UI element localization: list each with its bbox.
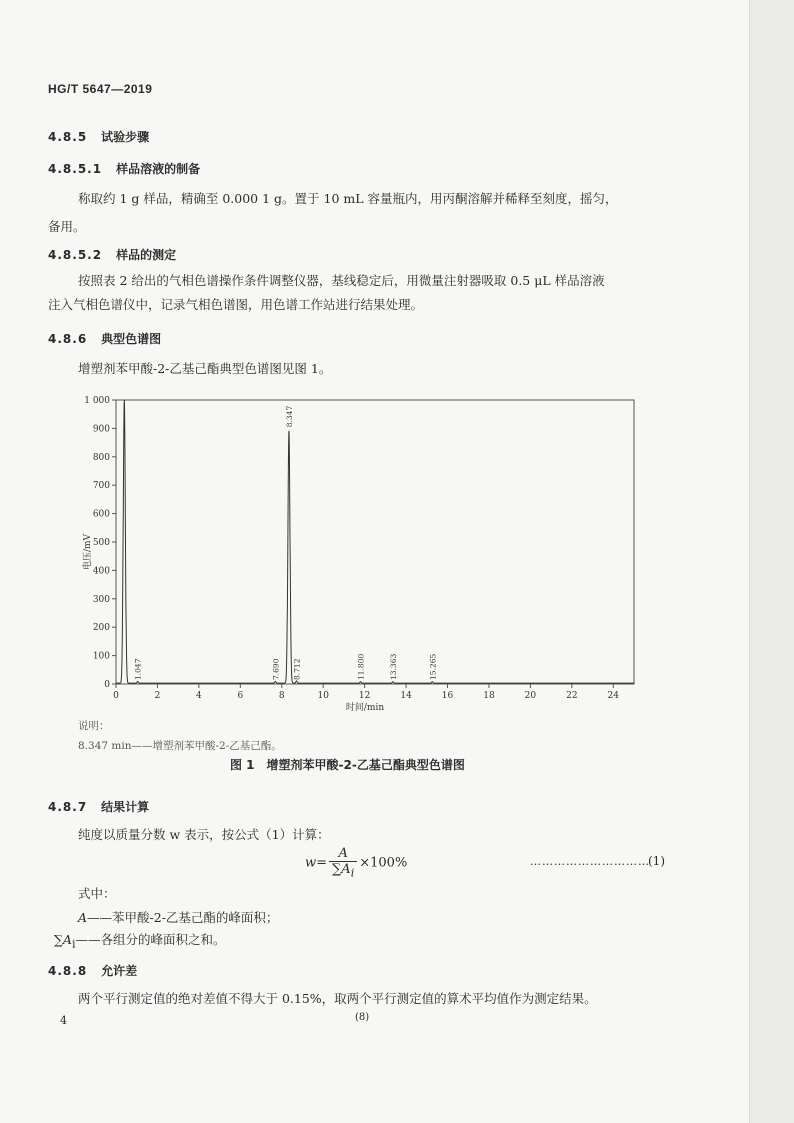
x-tick-label: 0: [113, 691, 119, 701]
x-tick-label: 16: [441, 691, 454, 701]
section-title: 典型色谱图: [101, 332, 162, 346]
formula-equation-number: (1): [648, 854, 665, 868]
section-number: 4.8.8: [48, 964, 88, 978]
section-heading: [48, 128, 149, 145]
paragraph-chrom-intro: 增塑剂苯甲酸-2-乙基己酯典型色谱图见图 1。: [78, 361, 332, 376]
section-heading: [48, 962, 137, 979]
definition-text: ——苯甲酸-2-乙基己酯的峰面积；: [87, 910, 279, 925]
section-number: 4.8.6: [48, 332, 88, 346]
formula-denominator-sym: ∑A: [332, 862, 351, 877]
x-tick-label: 2: [154, 691, 161, 701]
y-tick-label: 900: [92, 424, 110, 435]
peak-label: 8.347: [284, 405, 294, 428]
figure-note-item: 8.347 min——增塑剂苯甲酸-2-乙基己酯。: [78, 740, 282, 752]
y-tick-label: 0: [104, 680, 110, 690]
x-tick-label: 20: [524, 691, 537, 701]
x-tick-label: 24: [607, 691, 620, 701]
section-title: 样品的测定: [116, 248, 177, 262]
section-title: 试验步骤: [101, 130, 150, 144]
figure-caption-text: 增塑剂苯甲酸-2-乙基己酯典型色谱图: [266, 758, 465, 772]
paragraph-measure-line1: 按照表 2 给出的气相色谱操作条件调整仪器，基线稳定后，用微量注射器吸取 0.5 μL 样品溶液: [78, 273, 605, 288]
definition-symbol-sub: i: [71, 937, 76, 951]
section-number: 4.8.5.1: [48, 162, 103, 176]
formula-rhs: ×100%: [359, 855, 408, 871]
x-tick-label: 18: [483, 691, 495, 701]
peak-label: 11.800: [356, 653, 366, 680]
section-title: 允许差: [101, 964, 138, 978]
x-tick-label: 8: [278, 691, 285, 701]
section-title: 样品溶液的制备: [116, 162, 201, 176]
y-tick-label: 200: [92, 623, 110, 634]
x-tick-label: 10: [317, 691, 329, 701]
definition-sum: [54, 930, 226, 951]
x-tick-label: 22: [566, 691, 578, 701]
section-number: 4.8.7: [48, 800, 88, 814]
formula-numerator: A: [329, 846, 357, 862]
peak-label: 7.690: [271, 658, 281, 680]
x-tick-label: 4: [196, 691, 202, 701]
page-edge: [749, 0, 794, 1123]
plot-frame: [116, 400, 634, 684]
chromatogram-svg: [60, 388, 660, 718]
y-axis-label: 电压/mV: [83, 533, 93, 571]
x-axis-label: 时间/min: [345, 703, 385, 713]
y-tick-label: 300: [92, 594, 110, 605]
definition-text: ——各组分的峰面积之和。: [75, 932, 226, 947]
formula-fraction: [329, 846, 357, 880]
paragraph-measure-line2: 注入气相色谱仪中，记录气相色谱图，用色谱工作站进行结果处理。: [48, 297, 424, 312]
formula-leader-dots: …………………………: [530, 855, 650, 868]
definition-symbol: A: [78, 910, 88, 925]
figure-number: 图 1: [230, 758, 255, 772]
y-tick-label: 700: [92, 481, 110, 492]
section-heading: [48, 330, 161, 347]
peak-label: 1.047: [133, 658, 143, 680]
page-number: 4: [60, 1014, 67, 1027]
definition-symbol: ∑A: [54, 932, 72, 947]
standard-code: HG/T 5647—2019: [48, 82, 153, 96]
figure-caption: [230, 756, 465, 773]
section-heading: [48, 798, 149, 815]
x-tick-label: 6: [237, 691, 244, 701]
y-tick-label: 800: [92, 452, 110, 463]
figure-note-label: 说明：: [78, 720, 110, 732]
chromatogram-trace: [116, 400, 634, 683]
y-tick-label: 500: [92, 538, 110, 548]
x-tick-label: 12: [358, 691, 371, 701]
paragraph-prep-line2: 备用。: [48, 219, 86, 234]
y-tick-label: 1 000: [84, 396, 110, 406]
peak-label: 15.265: [428, 653, 438, 680]
formula-denominator: [329, 862, 357, 880]
where-label: 式中：: [78, 886, 116, 901]
paragraph-prep-line1: 称取约 1 g 样品，精确至 0.000 1 g。置于 10 mL 容量瓶内，用丙酮溶解并稀释至刻度，摇匀，: [78, 191, 618, 206]
formula-denominator-sub: i: [350, 866, 355, 880]
chromatogram-chart: [60, 388, 660, 718]
y-tick-label: 100: [92, 651, 110, 662]
paragraph-calc-intro: 纯度以质量分数 w 表示，按公式（1）计算：: [78, 827, 330, 842]
paragraph-tolerance: 两个平行测定值的绝对差值不得大于 0.15%，取两个平行测定值的算术平均值作为测定结果。: [78, 991, 597, 1006]
peak-label: 8.712: [292, 658, 302, 680]
section-heading: [48, 246, 176, 263]
section-heading: [48, 160, 200, 177]
formula-lhs: w=: [305, 855, 328, 871]
section-number: 4.8.5: [48, 130, 88, 144]
y-tick-label: 400: [92, 566, 110, 577]
definition-a: [78, 908, 278, 926]
section-number: 4.8.5.2: [48, 248, 103, 262]
peak-label: 13.363: [388, 653, 398, 680]
center-number: (8): [355, 1012, 370, 1023]
y-tick-label: 600: [92, 509, 110, 520]
x-tick-label: 14: [400, 691, 412, 701]
section-title: 结果计算: [101, 800, 150, 814]
formula-1: [305, 846, 407, 880]
